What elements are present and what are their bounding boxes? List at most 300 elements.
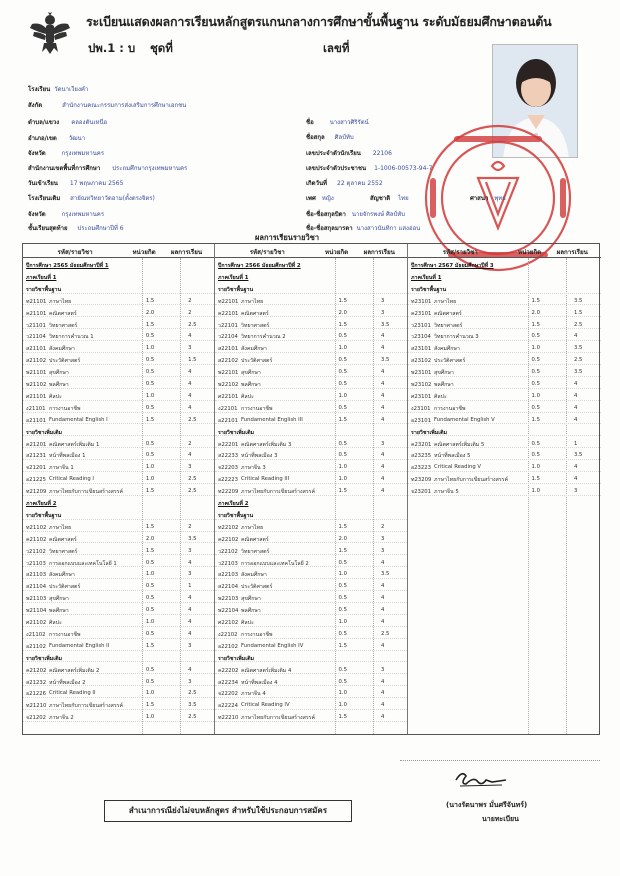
course-row <box>408 391 601 401</box>
course-code: ปีการศึกษา 2567 มัธยมศึกษาปีที่ 3 <box>411 263 494 269</box>
course-credit: 2.0 <box>531 309 540 316</box>
course-grade: 3 <box>380 547 385 554</box>
course-grade: 2.5 <box>573 321 583 328</box>
course-grade: 4 <box>380 452 385 459</box>
course-credit: 0.5 <box>338 559 347 566</box>
course-credit: 0.5 <box>338 678 347 685</box>
course-code: พ23102 <box>411 382 432 388</box>
course-grade: 3 <box>188 571 192 578</box>
course-grade: 2 <box>188 309 192 316</box>
course-row <box>215 462 407 472</box>
course-code: ส21102 <box>26 358 47 365</box>
course-name: การออกแบบและเทคโนโลยี 2 <box>241 560 309 567</box>
course-code: ส21101 <box>26 346 47 353</box>
term-heading <box>215 260 407 270</box>
course-credit: 0.5 <box>338 404 347 411</box>
course-credit: 0.5 <box>145 583 155 590</box>
course-row <box>408 474 601 484</box>
column-divider <box>373 258 374 734</box>
course-grade: 4 <box>380 345 385 352</box>
course-code: ว23104 <box>411 334 431 341</box>
course-credit: 1.0 <box>145 571 155 578</box>
document-code: ปพ.1 : บ <box>88 41 136 55</box>
info-province: จังหวัด กรุงเทพมหานคร <box>28 150 105 157</box>
course-credit: 2.0 <box>145 535 155 542</box>
course-credit: 0.5 <box>145 607 155 614</box>
course-row <box>23 534 214 544</box>
course-credit: 1.0 <box>145 464 155 471</box>
course-grade: 2.5 <box>380 630 390 637</box>
course-row <box>23 308 214 318</box>
course-code: พ22103 <box>218 596 239 603</box>
course-code: อ21226 <box>26 691 47 698</box>
course-name: Critical Reading III <box>241 476 290 483</box>
course-grade: 4 <box>380 678 385 685</box>
course-row <box>408 439 601 449</box>
course-grade: 4 <box>188 607 192 614</box>
course-name: การงานอาชีพ <box>434 405 466 412</box>
course-grade: 2 <box>188 523 192 530</box>
course-row <box>215 688 407 698</box>
course-credit: 0.5 <box>145 452 155 459</box>
course-grade: 3 <box>188 642 192 649</box>
course-credit: 1.0 <box>531 488 540 495</box>
course-grade: 4 <box>380 333 385 340</box>
course-grade: 4 <box>573 333 578 340</box>
course-row <box>23 462 214 472</box>
course-grade: 4 <box>380 476 385 483</box>
course-row <box>215 677 407 687</box>
course-code: ส23235 <box>411 453 432 460</box>
course-name: คณิตศาสตร์ <box>241 310 269 317</box>
course-name: ศิลปะ <box>241 620 254 626</box>
info-subdistrict: ตำบล/แขวง คลองตันเหนือ <box>28 119 108 126</box>
info-national-id: เลขประจำตัวประชาชน 1-1006-00573-94-7 <box>306 165 433 172</box>
course-grade: 2 <box>188 440 192 447</box>
course-name: ประวัติศาสตร์ <box>241 358 273 365</box>
course-grade: 3.5 <box>380 357 390 364</box>
document-number-label: เลขที่ <box>323 41 350 55</box>
subject-group-heading <box>215 510 407 520</box>
course-row <box>23 486 214 496</box>
course-name: Fundamental English III <box>241 416 303 423</box>
course-row <box>23 415 214 425</box>
course-row <box>215 296 407 306</box>
course-grade: 4 <box>380 416 385 423</box>
course-code: จ23201 <box>411 489 431 496</box>
course-name: พลศึกษา <box>241 382 261 388</box>
course-code: ว22103 <box>218 560 238 567</box>
course-credit: 0.5 <box>145 369 155 376</box>
course-row <box>23 700 214 710</box>
course-row <box>23 474 214 484</box>
course-row <box>23 439 214 449</box>
course-name: Critical Reading II <box>49 690 96 697</box>
garuda-emblem-icon <box>28 10 72 56</box>
records-column-2 <box>215 244 408 734</box>
course-code: อ21101 <box>26 417 47 424</box>
course-name: สุขศึกษา <box>49 596 69 603</box>
course-grade: 4 <box>380 619 385 625</box>
course-code: ง22102 <box>218 631 238 638</box>
course-grade: 3 <box>188 464 192 471</box>
info-name: ชื่อ นางสาวศิริรัตน์ <box>306 119 369 126</box>
course-credit: 1.0 <box>531 392 540 399</box>
course-grade: 2.5 <box>188 488 197 495</box>
column-divider <box>566 258 567 734</box>
course-code: พ22101 <box>218 370 239 377</box>
course-code: พ22104 <box>218 608 239 615</box>
course-credit: 1.5 <box>338 642 347 649</box>
course-name: การงานอาชีพ <box>241 405 273 412</box>
course-grade: 4 <box>380 369 385 376</box>
course-credit: 2.0 <box>145 309 155 316</box>
course-row <box>23 546 214 556</box>
course-row <box>408 379 601 389</box>
course-row <box>215 712 407 722</box>
course-credit: 0.5 <box>145 333 155 340</box>
course-grade: 1 <box>573 440 578 447</box>
course-row <box>23 320 214 330</box>
course-code: พ22102 <box>218 382 239 388</box>
course-credit: 2.0 <box>338 309 347 316</box>
course-name: ภาษาไทยกับการเขียนสร้างสรรค์ <box>49 703 124 710</box>
course-credit: 0.5 <box>338 381 347 387</box>
course-name: ประวัติศาสตร์ <box>434 358 466 365</box>
course-row <box>23 641 214 651</box>
course-row <box>408 403 601 413</box>
info-area: สำนักงานเขตพื้นที่การศึกษา ประถมศึกษากรุงเทพมหานคร <box>28 165 188 172</box>
course-grade: 4 <box>573 464 578 471</box>
course-name: หน้าที่พลเมือง 2 <box>49 679 86 686</box>
info-agency: สังกัด สำนักงานคณะกรรมการส่งเสริมการศึกษาเอกชน <box>28 102 187 109</box>
course-credit: 0.5 <box>531 381 540 387</box>
course-grade: 2.5 <box>573 357 583 364</box>
course-grade: 2.5 <box>188 690 197 697</box>
course-name: Fundamental English V <box>434 416 495 423</box>
course-name: สุขศึกษา <box>49 370 69 377</box>
course-row <box>23 629 214 639</box>
course-grade: 4 <box>188 404 192 411</box>
course-code: ค22102 <box>218 536 239 543</box>
course-credit: 0.5 <box>338 595 347 602</box>
course-code: รายวิชาพื้นฐาน <box>26 286 62 293</box>
course-code: ง23101 <box>411 405 431 412</box>
course-row <box>23 688 214 698</box>
course-name: สุขศึกษา <box>241 596 261 603</box>
course-row <box>215 474 407 484</box>
course-row <box>23 331 214 341</box>
course-credit: 1.0 <box>531 345 540 352</box>
course-name: Critical Reading IV <box>241 702 290 709</box>
course-credit: 1.0 <box>338 476 347 483</box>
course-code: พ23101 <box>411 370 432 377</box>
course-code: รายวิชาพื้นฐาน <box>411 286 447 293</box>
course-grade: 4 <box>188 595 192 602</box>
course-credit: 0.5 <box>145 678 155 685</box>
course-code: ท22101 <box>218 298 239 305</box>
course-code: ค23201 <box>411 441 432 448</box>
course-credit: 0.5 <box>338 452 347 459</box>
course-grade: 1.5 <box>188 357 197 364</box>
term-heading <box>215 498 407 508</box>
course-code: อ21102 <box>26 643 47 650</box>
info-religion: ศาสนา พุทธ <box>470 195 506 202</box>
course-credit: 1.0 <box>145 619 155 625</box>
course-code: ภาคเรียนที่ 2 <box>26 501 57 507</box>
info-father: ชื่อ-ชื่อสกุลบิดา นายจักรพงษ์ ศิลป์ทับ <box>306 211 406 218</box>
course-name: วิทยาศาสตร์ <box>241 548 270 555</box>
course-name: ภาษาจีน 1 <box>49 465 74 472</box>
course-row <box>23 558 214 568</box>
course-code: ศ21101 <box>26 393 47 400</box>
course-row <box>215 450 407 460</box>
course-name: ภาษาไทยกับการเขียนสร้างสรรค์ <box>49 489 124 496</box>
term-heading <box>23 498 214 508</box>
course-code: รายวิชาพื้นฐาน <box>218 512 254 519</box>
course-code: ท21210 <box>26 703 47 710</box>
course-credit: 1.5 <box>145 321 155 328</box>
registrar-name: (นางรัตนาพร มั่นศรีจันทร์) <box>446 801 528 809</box>
course-credit: 0.5 <box>338 607 347 614</box>
course-code: ศ22101 <box>218 393 239 400</box>
column-divider <box>180 258 181 734</box>
course-code: ภาคเรียนที่ 2 <box>218 501 249 507</box>
course-code: อ23101 <box>411 417 432 424</box>
course-name: ศิลปะ <box>49 393 62 400</box>
course-credit: 0.5 <box>145 440 155 447</box>
course-name: คณิตศาสตร์เพิ่มเติม 1 <box>49 441 100 448</box>
course-code: จ21201 <box>26 465 46 472</box>
course-name: ภาษาจีน 5 <box>434 489 459 496</box>
course-grade: 4 <box>188 666 192 673</box>
course-name: วิทยาศาสตร์ <box>49 322 78 329</box>
records-column-header <box>23 244 214 258</box>
course-code: อ23223 <box>411 465 432 472</box>
info-student-id: เลขประจำตัวนักเรียน 22106 <box>306 150 392 157</box>
term-heading <box>215 272 407 282</box>
course-code: ว22101 <box>218 322 238 329</box>
course-name: สุขศึกษา <box>434 370 454 377</box>
course-name: ภาษาไทย <box>434 298 457 305</box>
course-grade: 4 <box>188 559 192 566</box>
course-credit: 1.0 <box>338 690 347 697</box>
course-credit: 1.0 <box>145 690 155 697</box>
course-code: พ21102 <box>26 382 47 388</box>
course-grade: 3.5 <box>573 452 583 459</box>
course-credit: 1.5 <box>145 416 155 423</box>
course-code: รายวิชาพื้นฐาน <box>26 512 62 519</box>
records-column-header <box>408 244 601 258</box>
course-grade: 4 <box>188 369 192 376</box>
info-entry-date: วันเข้าเรียน 17 พฤษภาคม 2565 <box>28 180 124 187</box>
course-code: ภาคเรียนที่ 1 <box>411 274 442 281</box>
course-name: Critical Reading V <box>434 464 482 471</box>
records-column-1 <box>23 244 215 734</box>
course-credit: 1.5 <box>338 714 347 721</box>
info-birth: เกิดวันที่ 22 ตุลาคม 2552 <box>306 180 383 187</box>
term-heading <box>23 260 214 270</box>
course-row <box>408 462 601 472</box>
course-name: Fundamental English IV <box>241 642 304 649</box>
course-row <box>23 617 214 627</box>
course-code: อ21225 <box>26 477 47 484</box>
course-name: ภาษาไทยกับการเขียนสร้างสรรค์ <box>434 477 509 484</box>
course-credit: 1.0 <box>145 476 155 483</box>
subject-group-heading <box>215 653 407 663</box>
course-credit: 1.5 <box>531 321 540 328</box>
course-code: ท21101 <box>26 298 47 305</box>
course-grade: 4 <box>188 392 192 399</box>
course-name: พลศึกษา <box>434 382 454 388</box>
course-credit: 1.0 <box>531 464 540 471</box>
subject-group-heading <box>23 427 214 437</box>
course-row <box>23 665 214 675</box>
info-mother: ชื่อ-ชื่อสกุลมารดา นางสาวนันทิกา แสงอ่อน <box>306 225 421 232</box>
header-grade-label: ผลการเรียน <box>170 249 203 256</box>
course-row <box>215 569 407 579</box>
course-credit: 0.5 <box>145 404 155 411</box>
course-row <box>215 486 407 496</box>
course-code: ส21231 <box>26 453 47 460</box>
course-row <box>215 331 407 341</box>
course-credit: 2.0 <box>338 535 347 542</box>
course-code: ศ23101 <box>411 393 432 400</box>
course-row <box>408 296 601 306</box>
course-code: อ22223 <box>218 477 239 484</box>
subject-group-heading <box>23 510 214 520</box>
course-name: สังคมศึกษา <box>49 346 75 353</box>
course-grade: 4 <box>380 690 385 697</box>
header-code-label: รหัส/รายวิชา <box>57 249 93 256</box>
course-code: รายวิชาเพิ่มเติม <box>218 429 255 436</box>
course-row <box>215 403 407 413</box>
course-code: ท22209 <box>218 489 239 496</box>
course-name: Critical Reading I <box>49 476 94 483</box>
course-grade: 4 <box>380 595 385 602</box>
header-credit-label: หน่วยกิต <box>518 249 542 256</box>
course-name: ประวัติศาสตร์ <box>49 584 81 591</box>
course-name: สังคมศึกษา <box>49 572 75 579</box>
copy-note: สำเนาการณีย่งไม่จบหลักสูตร สำหรับใช้ประกอบการสมัคร <box>104 800 352 822</box>
records-table <box>22 243 600 735</box>
info-last-class: ชั้นเรียนสุดท้าย ประถมศึกษาปีที่ 6 <box>28 225 124 232</box>
subject-group-heading <box>215 284 407 294</box>
course-row <box>215 308 407 318</box>
course-row <box>215 439 407 449</box>
course-credit: 0.5 <box>338 630 347 637</box>
course-name: สุขศึกษา <box>241 370 261 377</box>
course-grade: 4 <box>380 381 385 387</box>
course-code: ง21101 <box>26 405 46 412</box>
course-credit: 1.5 <box>531 297 540 304</box>
course-grade: 1 <box>188 583 192 590</box>
info-school: โรงเรียน วัดนาเวียงคำ <box>28 86 89 93</box>
course-row <box>408 331 601 341</box>
info-district: อำเภอ/เขต วัฒนา <box>28 135 86 142</box>
course-row <box>215 379 407 389</box>
course-code: ส21104 <box>26 584 47 591</box>
course-row <box>215 391 407 401</box>
course-grade: 2.5 <box>188 416 197 423</box>
course-code: ส22101 <box>218 346 239 353</box>
term-heading <box>23 272 214 282</box>
course-row <box>23 343 214 353</box>
course-credit: 1.5 <box>338 297 347 304</box>
course-name: วิทยาศาสตร์ <box>241 322 270 329</box>
course-credit: 0.5 <box>145 357 155 364</box>
course-code: ว22102 <box>218 548 238 555</box>
course-credit: 1.5 <box>338 321 347 328</box>
course-grade: 3 <box>380 440 385 447</box>
course-name: หน้าที่พลเมือง 4 <box>241 679 278 686</box>
course-grade: 4 <box>380 559 385 566</box>
course-code: รายวิชาพื้นฐาน <box>218 286 254 293</box>
course-credit: 0.5 <box>145 559 155 566</box>
header-credit-label: หน่วยกิต <box>132 249 156 256</box>
course-row <box>215 593 407 603</box>
course-code: ค22202 <box>218 667 239 674</box>
course-row <box>215 546 407 556</box>
course-row <box>23 569 214 579</box>
course-name: คณิตศาสตร์เพิ่มเติม 4 <box>241 667 292 674</box>
course-credit: 1.0 <box>338 345 347 352</box>
course-credit: 0.5 <box>338 440 347 447</box>
header-code-label: รหัส/รายวิชา <box>442 249 478 256</box>
subject-group-heading <box>408 427 601 437</box>
course-name: ประวัติศาสตร์ <box>49 358 81 365</box>
course-name: สังคมศึกษา <box>434 346 460 353</box>
course-code: ว21101 <box>26 322 46 329</box>
column-divider <box>335 258 336 734</box>
header-code-label: รหัส/รายวิชา <box>249 249 285 256</box>
course-grade: 3 <box>188 678 192 685</box>
course-code: ค23101 <box>411 310 432 317</box>
course-row <box>23 379 214 389</box>
course-grade: 4 <box>573 404 578 411</box>
course-row <box>408 486 601 496</box>
course-name: การงานอาชีพ <box>49 405 81 412</box>
course-credit: 0.5 <box>145 630 155 637</box>
course-credit: 0.5 <box>531 452 540 459</box>
term-heading <box>408 272 601 282</box>
course-credit: 1.5 <box>145 297 155 304</box>
course-grade: 1.5 <box>573 309 583 316</box>
course-code: ส21232 <box>26 679 47 686</box>
course-name: พลศึกษา <box>49 608 69 615</box>
course-code: ว21104 <box>26 334 46 341</box>
course-credit: 0.5 <box>338 333 347 340</box>
info-prev-school: โรงเรียนเดิม สายัณหวิทยาวัดอาม(ตั้งตรงจิตร) <box>28 195 155 202</box>
course-row <box>215 629 407 639</box>
course-code: ค21202 <box>26 667 47 674</box>
course-credit: 0.5 <box>338 666 347 673</box>
course-credit: 1.5 <box>338 547 347 554</box>
course-credit: 1.5 <box>145 488 155 495</box>
course-grade: 3 <box>380 535 385 542</box>
course-name: พลศึกษา <box>241 608 261 615</box>
course-name: พลศึกษา <box>49 382 69 388</box>
course-name: วิทยาการคำนวณ 3 <box>434 334 479 341</box>
course-code: ว23101 <box>411 322 431 329</box>
course-row <box>23 593 214 603</box>
course-code: ส22233 <box>218 453 239 460</box>
course-name: คณิตศาสตร์ <box>241 536 269 543</box>
course-grade: 3.5 <box>188 535 197 542</box>
course-row <box>408 415 601 425</box>
course-code: รายวิชาเพิ่มเติม <box>26 429 63 436</box>
course-code: ส23102 <box>411 358 432 365</box>
